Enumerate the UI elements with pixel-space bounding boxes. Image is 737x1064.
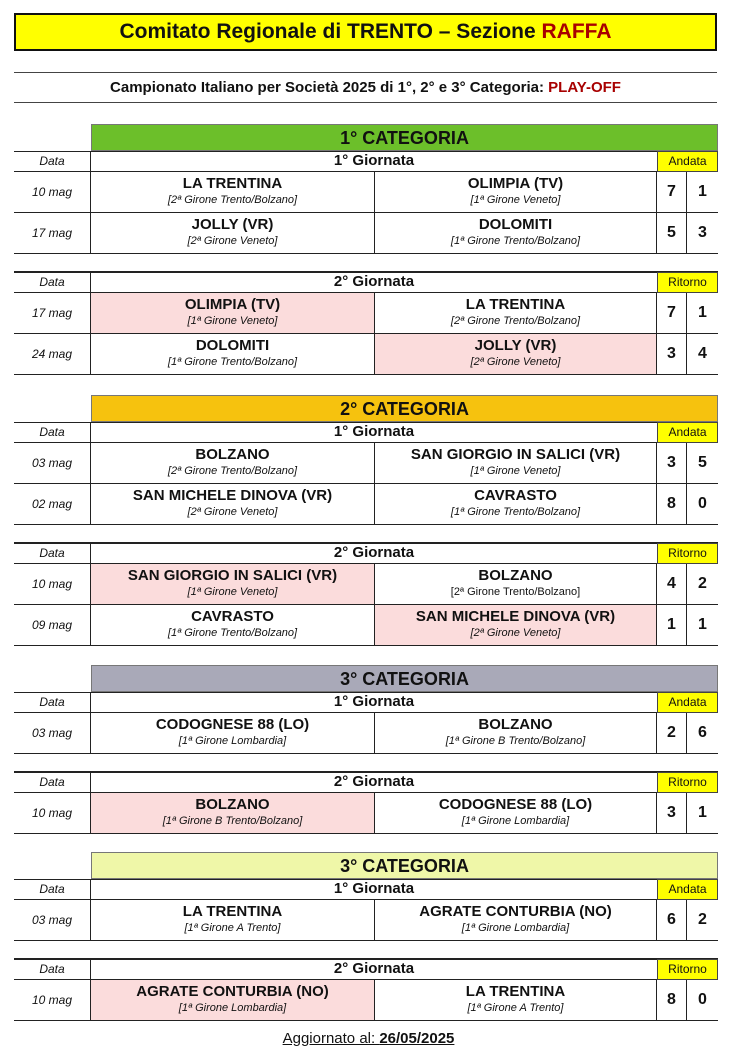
team-name: LA TRENTINA <box>465 296 566 313</box>
team-name: OLIMPIA (TV) <box>467 175 564 192</box>
away-score: 6 <box>698 724 707 741</box>
team-group: [2ª Girone Veneto] <box>187 235 278 247</box>
team-group: [2ª Girone Veneto] <box>470 627 561 639</box>
match-row <box>14 713 718 754</box>
team-group: [1ª Girone Lombardia] <box>178 1002 287 1014</box>
home-team <box>91 980 375 1020</box>
home-score: 3 <box>657 793 687 833</box>
match-date: 03 mag <box>14 900 91 940</box>
team-name: DOLOMITI <box>195 337 270 354</box>
team-group: [2ª Girone Veneto] <box>187 506 278 518</box>
team-group: [1ª Girone Veneto] <box>187 586 278 598</box>
date-column-label: Data <box>14 960 91 979</box>
match-date: 10 mag <box>14 793 91 833</box>
home-team <box>91 484 375 524</box>
away-team <box>375 293 657 333</box>
home-score: 2 <box>657 713 687 753</box>
team-group: [1ª Girone Veneto] <box>470 194 561 206</box>
home-score: 5 <box>657 213 687 253</box>
away-score: 2 <box>698 575 707 592</box>
leg-tag: Ritorno <box>657 959 718 980</box>
team-name: SAN MICHELE DINOVA (VR) <box>415 608 616 625</box>
last-updated-date: 26/05/2025 <box>379 1030 455 1047</box>
round-header <box>14 543 718 564</box>
subtitle-prefix: Campionato Italiano per Società 2025 di 1°, 2° e 3° Categoria: <box>110 79 549 96</box>
team-name: BOLZANO <box>195 446 270 463</box>
row-spacer <box>14 525 718 543</box>
away-team <box>375 980 657 1020</box>
team-group: [1ª Girone Veneto] <box>470 465 561 477</box>
date-column-label: Data <box>14 152 91 171</box>
leg-tag: Andata <box>657 151 718 172</box>
away-team <box>375 605 657 645</box>
home-score: 1 <box>657 605 687 645</box>
round-header <box>14 879 718 900</box>
away-team <box>375 172 657 212</box>
team-name: SAN GIORGIO IN SALICI (VR) <box>410 446 621 463</box>
away-score: 5 <box>698 454 707 471</box>
row-spacer <box>14 754 718 772</box>
date-column-label: Data <box>14 423 91 442</box>
team-name: BOLZANO <box>478 567 553 584</box>
team-group: [2ª Girone Trento/Bolzano] <box>450 315 581 327</box>
round-header <box>14 772 718 793</box>
leg-tag: Ritorno <box>657 543 718 564</box>
team-name: DOLOMITI <box>478 216 553 233</box>
match-date: 10 mag <box>14 172 91 212</box>
away-score: 1 <box>698 183 707 200</box>
round-header <box>14 959 718 980</box>
team-name: CODOGNESE 88 (LO) <box>155 716 310 733</box>
team-name: JOLLY (VR) <box>474 337 557 354</box>
match-row <box>14 605 718 646</box>
title-prefix: Comitato Regionale di TRENTO – Sezione <box>119 20 542 43</box>
away-score: 0 <box>698 495 707 512</box>
round-title: 2° Giornata <box>333 544 415 561</box>
match-row <box>14 900 718 941</box>
home-team <box>91 334 375 374</box>
team-group: [1ª Girone Trento/Bolzano] <box>167 356 298 368</box>
team-group: [2ª Girone Veneto] <box>470 356 561 368</box>
away-score: 2 <box>698 911 707 928</box>
team-name: JOLLY (VR) <box>191 216 274 233</box>
last-updated-label: Aggiornato al: <box>282 1030 380 1047</box>
round-title: 1° Giornata <box>333 693 415 710</box>
page-title <box>14 13 717 51</box>
team-name: AGRATE CONTURBIA (NO) <box>136 983 329 1000</box>
away-team <box>375 213 657 253</box>
away-team <box>375 564 657 604</box>
team-name: BOLZANO <box>195 796 270 813</box>
team-name: LA TRENTINA <box>182 175 283 192</box>
round-header <box>14 272 718 293</box>
leg-tag: Andata <box>657 692 718 713</box>
home-score: 3 <box>657 443 687 483</box>
away-score: 1 <box>698 304 707 321</box>
team-group: [2ª Girone Trento/Bolzano] <box>450 586 581 598</box>
team-name: OLIMPIA (TV) <box>184 296 281 313</box>
match-row <box>14 484 718 525</box>
team-name: AGRATE CONTURBIA (NO) <box>419 903 612 920</box>
date-column-label: Data <box>14 273 91 292</box>
team-group: [1ª Girone Veneto] <box>187 315 278 327</box>
category-header: 3° CATEGORIA <box>91 852 718 879</box>
team-group: [1ª Girone A Trento] <box>467 1002 564 1014</box>
leg-tag: Ritorno <box>657 772 718 793</box>
away-team <box>375 713 657 753</box>
team-name: SAN MICHELE DINOVA (VR) <box>132 487 333 504</box>
team-group: [1ª Girone A Trento] <box>184 922 281 934</box>
round-title: 1° Giornata <box>333 880 415 897</box>
round-title: 2° Giornata <box>333 960 415 977</box>
category-header: 2° CATEGORIA <box>91 395 718 422</box>
away-team <box>375 443 657 483</box>
away-score: 1 <box>698 616 707 633</box>
subtitle <box>14 72 717 103</box>
match-row <box>14 980 718 1021</box>
match-date: 17 mag <box>14 213 91 253</box>
round-header <box>14 692 718 713</box>
team-name: LA TRENTINA <box>182 903 283 920</box>
away-score: 1 <box>698 804 707 821</box>
away-score: 3 <box>698 224 707 241</box>
date-column-label: Data <box>14 544 91 563</box>
home-score: 3 <box>657 334 687 374</box>
home-team <box>91 564 375 604</box>
match-date: 10 mag <box>14 980 91 1020</box>
leg-tag: Andata <box>657 422 718 443</box>
home-score: 7 <box>657 172 687 212</box>
row-spacer <box>14 254 718 272</box>
team-group: [1ª Girone Trento/Bolzano] <box>450 235 581 247</box>
team-group: [1ª Girone B Trento/Bolzano] <box>445 735 586 747</box>
away-team <box>375 484 657 524</box>
category-header: 3° CATEGORIA <box>91 665 718 692</box>
round-header <box>14 422 718 443</box>
away-score: 0 <box>698 991 707 1008</box>
team-name: CODOGNESE 88 (LO) <box>438 796 593 813</box>
team-group: [1ª Girone Lombardia] <box>461 922 570 934</box>
date-column-label: Data <box>14 773 91 792</box>
home-team <box>91 213 375 253</box>
home-team <box>91 793 375 833</box>
away-team <box>375 900 657 940</box>
match-date: 09 mag <box>14 605 91 645</box>
home-score: 8 <box>657 484 687 524</box>
match-date: 17 mag <box>14 293 91 333</box>
team-name: SAN GIORGIO IN SALICI (VR) <box>127 567 338 584</box>
home-score: 8 <box>657 980 687 1020</box>
match-row <box>14 293 718 334</box>
team-name: LA TRENTINA <box>465 983 566 1000</box>
match-row <box>14 793 718 834</box>
match-date: 03 mag <box>14 443 91 483</box>
away-score: 4 <box>698 345 707 362</box>
home-team <box>91 443 375 483</box>
home-score: 7 <box>657 293 687 333</box>
round-title: 1° Giornata <box>333 152 415 169</box>
round-title: 2° Giornata <box>333 273 415 290</box>
team-group: [2ª Girone Trento/Bolzano] <box>167 194 298 206</box>
team-name: CAVRASTO <box>474 487 557 504</box>
team-group: [1ª Girone Lombardia] <box>461 815 570 827</box>
match-row <box>14 213 718 254</box>
home-team <box>91 713 375 753</box>
category-header: 1° CATEGORIA <box>91 124 718 151</box>
date-column-label: Data <box>14 693 91 712</box>
team-name: CAVRASTO <box>191 608 274 625</box>
home-team <box>91 605 375 645</box>
match-row <box>14 172 718 213</box>
match-row <box>14 334 718 375</box>
team-group: [1ª Girone Trento/Bolzano] <box>167 627 298 639</box>
team-group: [1ª Girone B Trento/Bolzano] <box>162 815 303 827</box>
home-team <box>91 172 375 212</box>
round-title: 1° Giornata <box>333 423 415 440</box>
leg-tag: Ritorno <box>657 272 718 293</box>
away-team <box>375 334 657 374</box>
match-row <box>14 564 718 605</box>
match-date: 10 mag <box>14 564 91 604</box>
team-group: [1ª Girone Trento/Bolzano] <box>450 506 581 518</box>
title-accent: RAFFA <box>541 20 612 43</box>
match-row <box>14 443 718 484</box>
team-group: [2ª Girone Trento/Bolzano] <box>167 465 298 477</box>
round-title: 2° Giornata <box>333 773 415 790</box>
home-team <box>91 293 375 333</box>
leg-tag: Andata <box>657 879 718 900</box>
away-team <box>375 793 657 833</box>
match-date: 24 mag <box>14 334 91 374</box>
home-team <box>91 900 375 940</box>
date-column-label: Data <box>14 880 91 899</box>
team-group: [1ª Girone Lombardia] <box>178 735 287 747</box>
match-date: 03 mag <box>14 713 91 753</box>
subtitle-accent: PLAY-OFF <box>548 79 621 96</box>
home-score: 6 <box>657 900 687 940</box>
row-spacer <box>14 941 718 959</box>
match-date: 02 mag <box>14 484 91 524</box>
home-score: 4 <box>657 564 687 604</box>
last-updated <box>0 1030 737 1047</box>
team-name: BOLZANO <box>478 716 553 733</box>
round-header <box>14 151 718 172</box>
